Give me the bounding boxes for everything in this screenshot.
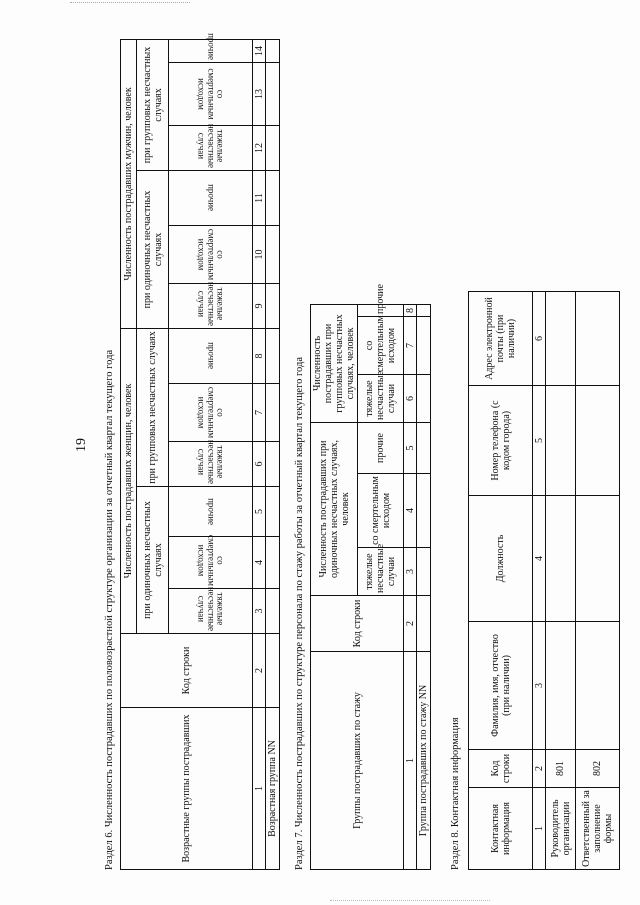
column-number: 3 [253,589,266,634]
table-cell [546,386,576,496]
footer-row-label: Возрастная группа NN [266,708,280,870]
header-single-cases: Численность пострадавших при одиночных несчастных случаях, человек [311,422,358,595]
column-number: 2 [404,596,417,652]
footer-row-label: Группа пострадавших по стажу NN [417,652,431,870]
column-number: 2 [533,750,546,788]
header-women-group: при групповых несчастных случаях [137,328,169,486]
table-cell [417,374,431,422]
header-full-name: Фамилия, имя, отчество (при наличии) [469,622,533,750]
section8-table [468,291,620,870]
header-fatal: со смертельным исходом [169,537,253,589]
row-code: 802 [576,750,620,788]
header-men-single: при одиночных несчастных случаях [137,170,169,328]
column-number: 1 [533,788,546,870]
header-contact-info: Контактная информация [469,788,533,870]
header-men: Численность пострадавших мужчин, человек [121,39,137,328]
table-cell [576,292,620,386]
header-position: Должность [469,496,533,622]
header-fatal: со смертельным исходом [169,225,253,283]
section7-title: Раздел 7. Численность пострадавших по структуре персонала по стажу работы за отчетный квартал текущего года [294,357,305,870]
table-cell [266,487,280,537]
table-cell [576,496,620,622]
column-number: 5 [404,422,417,473]
section8-title: Раздел 8. Контактная информация [450,717,461,870]
scan-artifact-line [70,2,190,4]
column-number: 6 [253,442,266,487]
table-cell [576,386,620,496]
column-number: 8 [253,328,266,383]
column-number: 10 [253,225,266,283]
header-email: Адрес электронной почты (при наличии) [469,292,533,386]
header-severe: тяжелые несчастные случаи [169,125,253,170]
header-phone: Номер телефона (с кодом города) [469,386,533,496]
section6-title: Раздел 6. Численность пострадавших по половозрастной структуре организации за отчетный квартал текущего года [104,349,115,870]
header-fatal: со смертельным исходом [169,62,253,125]
column-number: 4 [253,537,266,589]
header-men-group: при групповых несчастных случаях [137,39,169,170]
column-number: 3 [404,548,417,596]
column-number: 3 [533,622,546,750]
column-number: 1 [253,708,266,870]
header-women-single: при одиночных несчастных случаях [137,487,169,634]
header-severe: тяжелые несчастные случаи [358,548,404,596]
column-number: 13 [253,62,266,125]
table-cell [266,170,280,225]
header-fatal: со смертельным исходом [358,474,404,548]
column-number: 7 [404,316,417,374]
header-seniority-groups: Группы пострадавших по стажу [311,652,404,870]
header-other: прочие [358,422,404,473]
table-cell [266,283,280,328]
table-cell [266,589,280,634]
table-cell [266,634,280,708]
table-cell [417,316,431,374]
column-number: 11 [253,170,266,225]
section6-table [120,33,280,870]
row-label-head: Руководитель организации [546,788,576,870]
column-number: 5 [253,487,266,537]
table-cell [266,125,280,170]
table-cell [546,292,576,386]
header-age-groups: Возрастные группы пострадавших [121,708,253,870]
row-code: 801 [546,750,576,788]
header-group-cases: Численность пострадавших при групповых несчастных случаях, человек [311,304,358,422]
section7-table [310,284,431,870]
table-cell [417,548,431,596]
header-severe: тяжелые несчастные случаи [358,374,404,422]
header-fatal: со смертельным исходом [358,316,404,374]
table-cell [266,384,280,442]
table-cell [546,622,576,750]
column-number: 4 [533,496,546,622]
row-label-responsible: Ответственный за заполнение формы [576,788,620,870]
column-number: 6 [533,292,546,386]
header-women: Численность пострадавших женщин, человек [121,328,137,633]
table-cell [266,328,280,383]
column-number: 14 [253,39,266,62]
scan-artifact-line [330,900,490,902]
table-cell [266,442,280,487]
header-severe: тяжелые несчастные случаи [169,442,253,487]
header-row-code: Код строки [311,596,404,652]
table-cell [417,474,431,548]
table-cell [417,596,431,652]
header-severe: тяжелые несчастные случаи [169,589,253,634]
table-cell [417,422,431,473]
header-fatal: со смертельным исходом [169,384,253,442]
column-number: 1 [404,652,417,870]
rotated-content [68,34,628,872]
column-number: 7 [253,384,266,442]
table-cell [266,537,280,589]
column-number: 2 [253,634,266,708]
table-cell [576,622,620,750]
table-cell [266,62,280,125]
column-number: 5 [533,386,546,496]
header-other: прочие [169,170,253,225]
column-number: 8 [404,304,417,316]
column-number: 12 [253,125,266,170]
header-row-code: Код строки [469,750,533,788]
header-other: прочие [169,328,253,383]
table-cell [417,304,431,316]
header-severe: тяжелые несчастные случаи [169,283,253,328]
header-other: прочие [358,304,404,316]
table-cell [546,496,576,622]
column-number: 6 [404,374,417,422]
header-row-code: Код строки [121,634,253,708]
column-number: 9 [253,283,266,328]
table-cell [266,39,280,62]
page-number: 19 [74,438,89,452]
column-number: 4 [404,474,417,548]
header-other: прочие [169,487,253,537]
header-other: прочие [169,39,253,62]
table-cell [266,225,280,283]
